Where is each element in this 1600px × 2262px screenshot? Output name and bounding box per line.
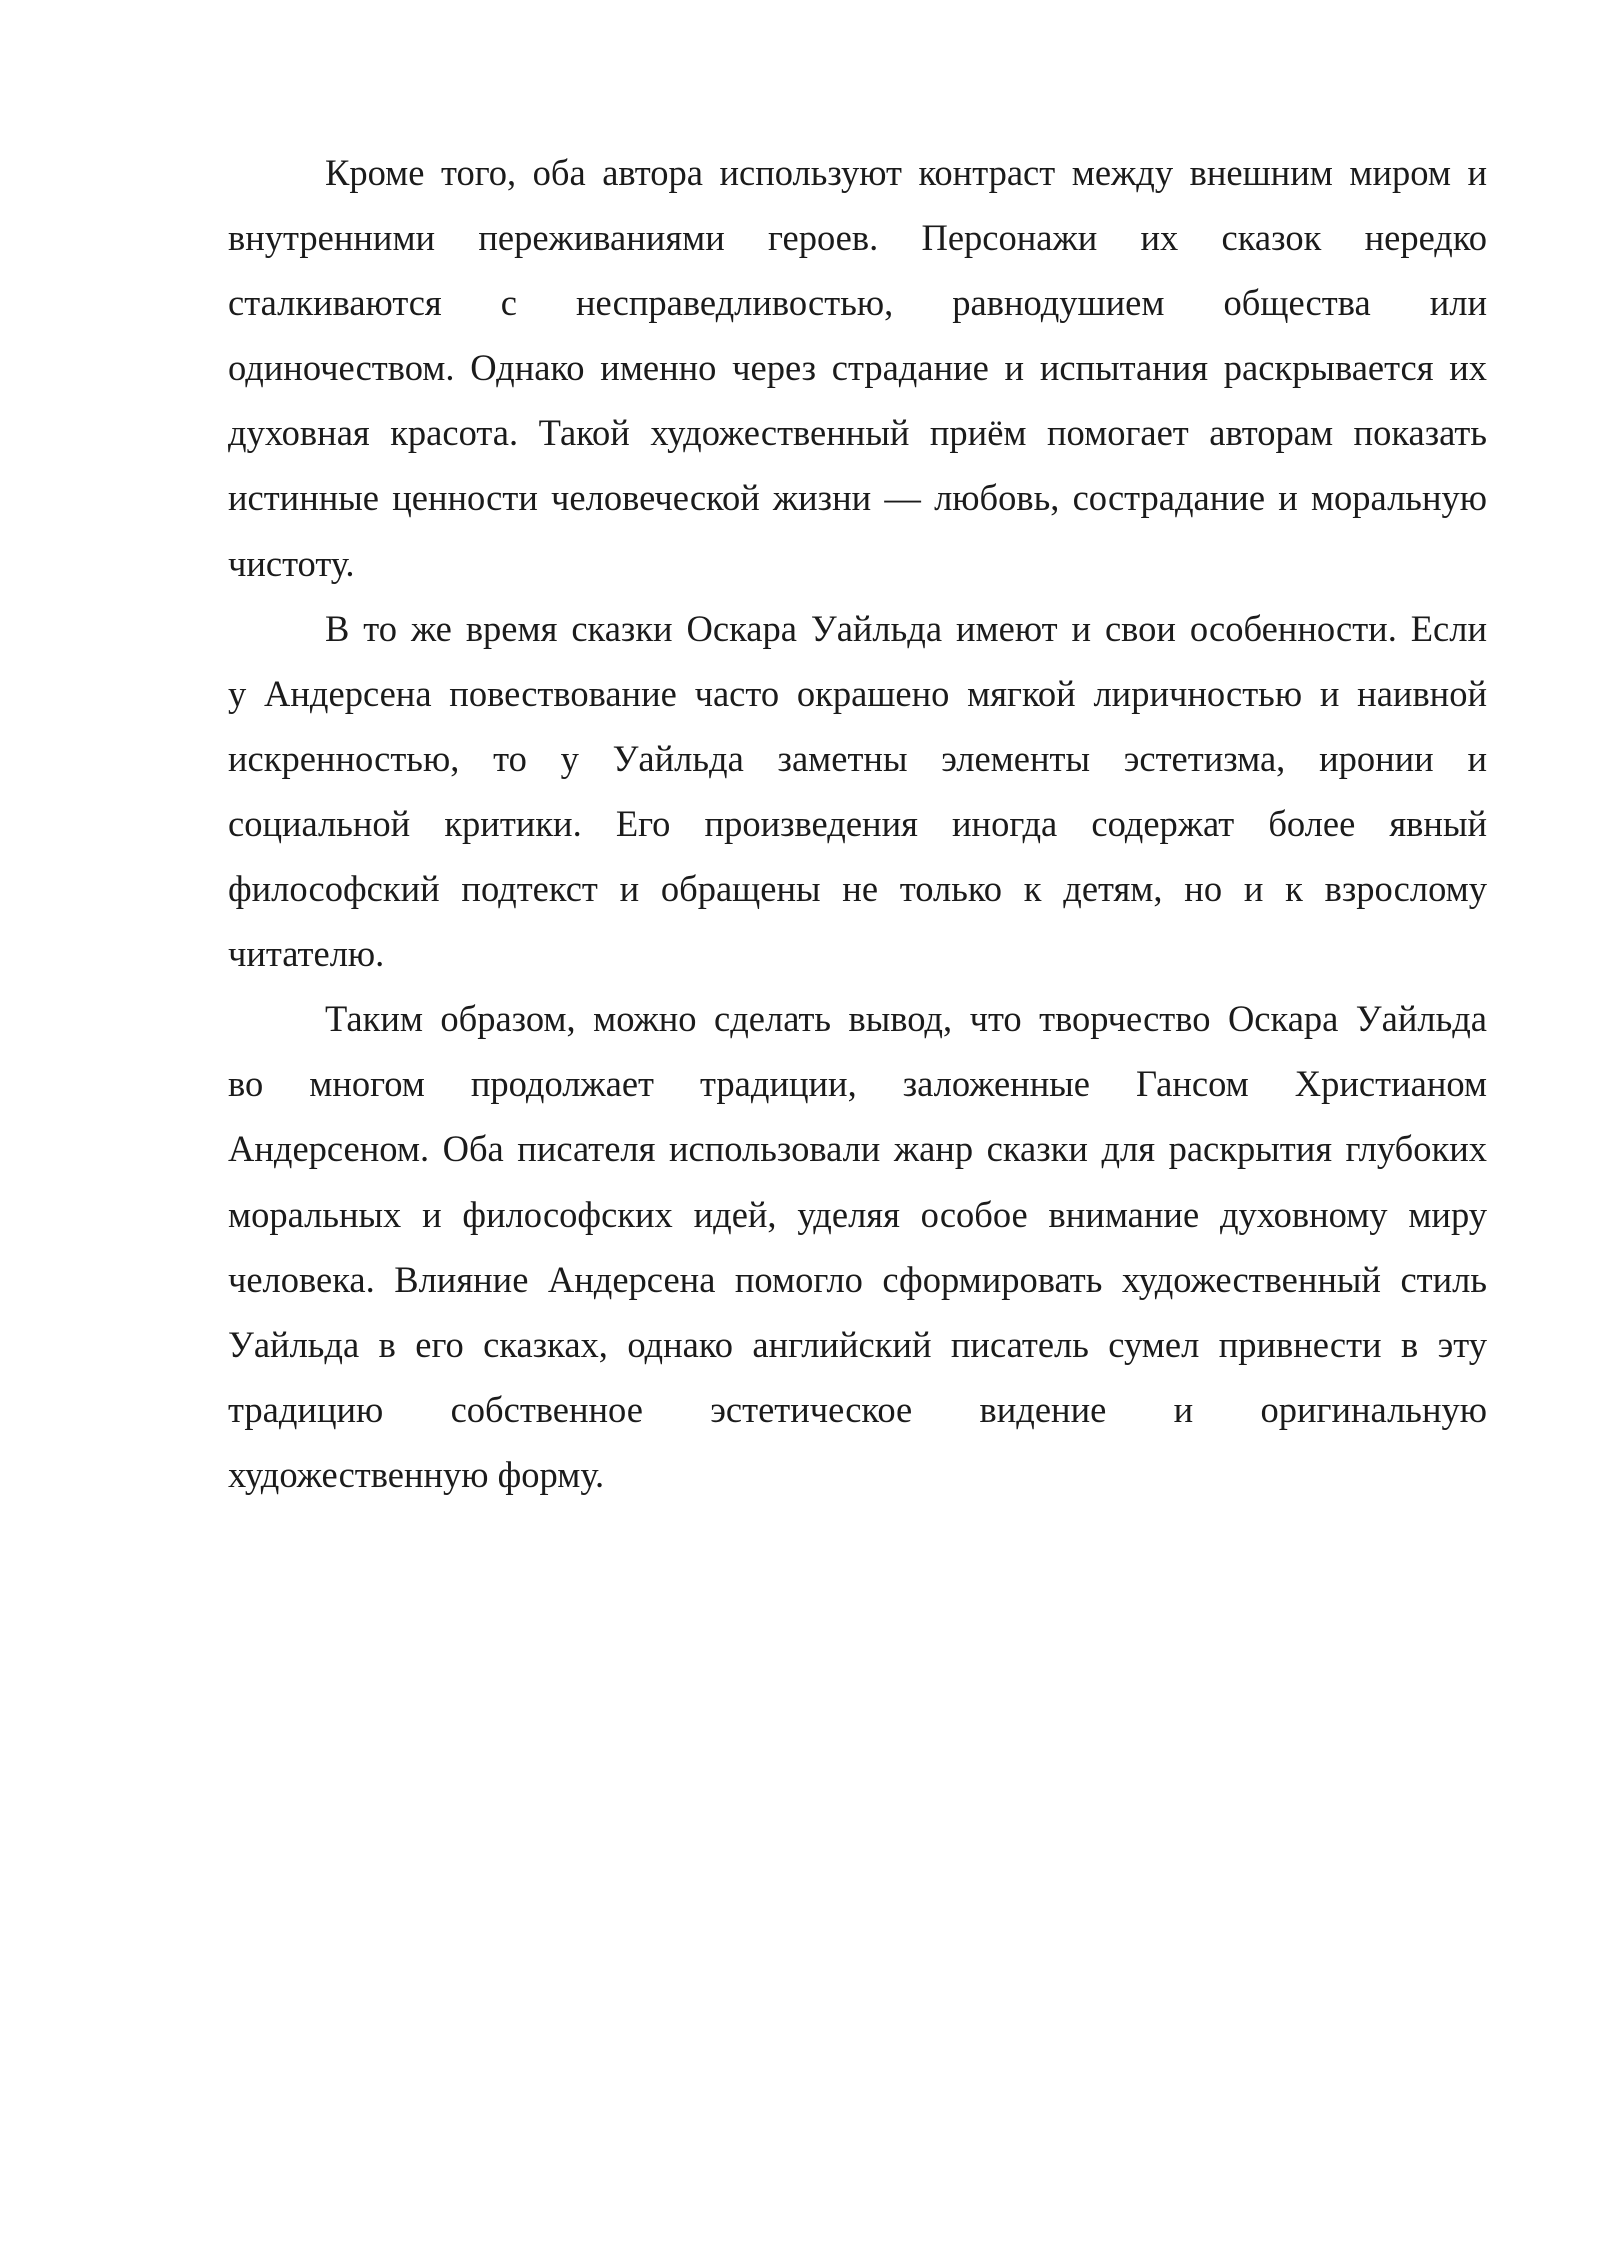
text-line: чистоту. bbox=[228, 542, 355, 584]
text-line: истинные ценности человеческой жизни — любовь, сострадание и моральную bbox=[228, 477, 1487, 519]
text-line: у Андерсена повествование часто окрашено мягкой лиричностью и наивной bbox=[228, 672, 1487, 714]
text-line: сталкиваются с несправедливостью, равнодушием общества или bbox=[228, 282, 1487, 324]
text-line: одиночеством. Однако именно через страдание и испытания раскрывается их bbox=[228, 347, 1487, 389]
paragraph bbox=[228, 986, 1487, 1507]
document-body bbox=[228, 140, 1487, 1507]
text-line: читателю. bbox=[228, 933, 385, 975]
text-line: Таким образом, можно сделать вывод, что творчество Оскара Уайльда bbox=[325, 998, 1487, 1040]
text-line: Андерсеном. Оба писателя использовали жанр сказки для раскрытия глубоких bbox=[228, 1128, 1487, 1170]
text-line: Кроме того, оба автора используют контраст между внешним миром и bbox=[325, 152, 1487, 193]
text-line: Уайльда в его сказках, однако английский писатель сумел привнести в эту bbox=[228, 1323, 1487, 1365]
text-line: искренностью, то у Уайльда заметны элементы эстетизма, иронии и bbox=[228, 737, 1487, 779]
text-line: традицию собственное эстетическое видение и оригинальную bbox=[228, 1388, 1487, 1430]
text-line: моральных и философских идей, уделяя особое внимание духовному миру bbox=[228, 1193, 1487, 1235]
text-line: философский подтекст и обращены не только к детям, но и к взрослому bbox=[228, 868, 1487, 910]
text-line: человека. Влияние Андерсена помогло сформировать художественный стиль bbox=[228, 1258, 1487, 1300]
text-line: внутренними переживаниями героев. Персонажи их сказок нередко bbox=[228, 217, 1487, 259]
text-line: социальной критики. Его произведения иногда содержат более явный bbox=[228, 802, 1487, 844]
text-line: во многом продолжает традиции, заложенные Гансом Христианом bbox=[228, 1063, 1487, 1105]
paragraph bbox=[228, 596, 1487, 987]
text-line: художественную форму. bbox=[228, 1453, 605, 1495]
paragraph bbox=[228, 140, 1487, 596]
text-line: духовная красота. Такой художественный приём помогает авторам показать bbox=[228, 412, 1487, 454]
text-line: В то же время сказки Оскара Уайльда имеют и свои особенности. Если bbox=[325, 607, 1487, 649]
